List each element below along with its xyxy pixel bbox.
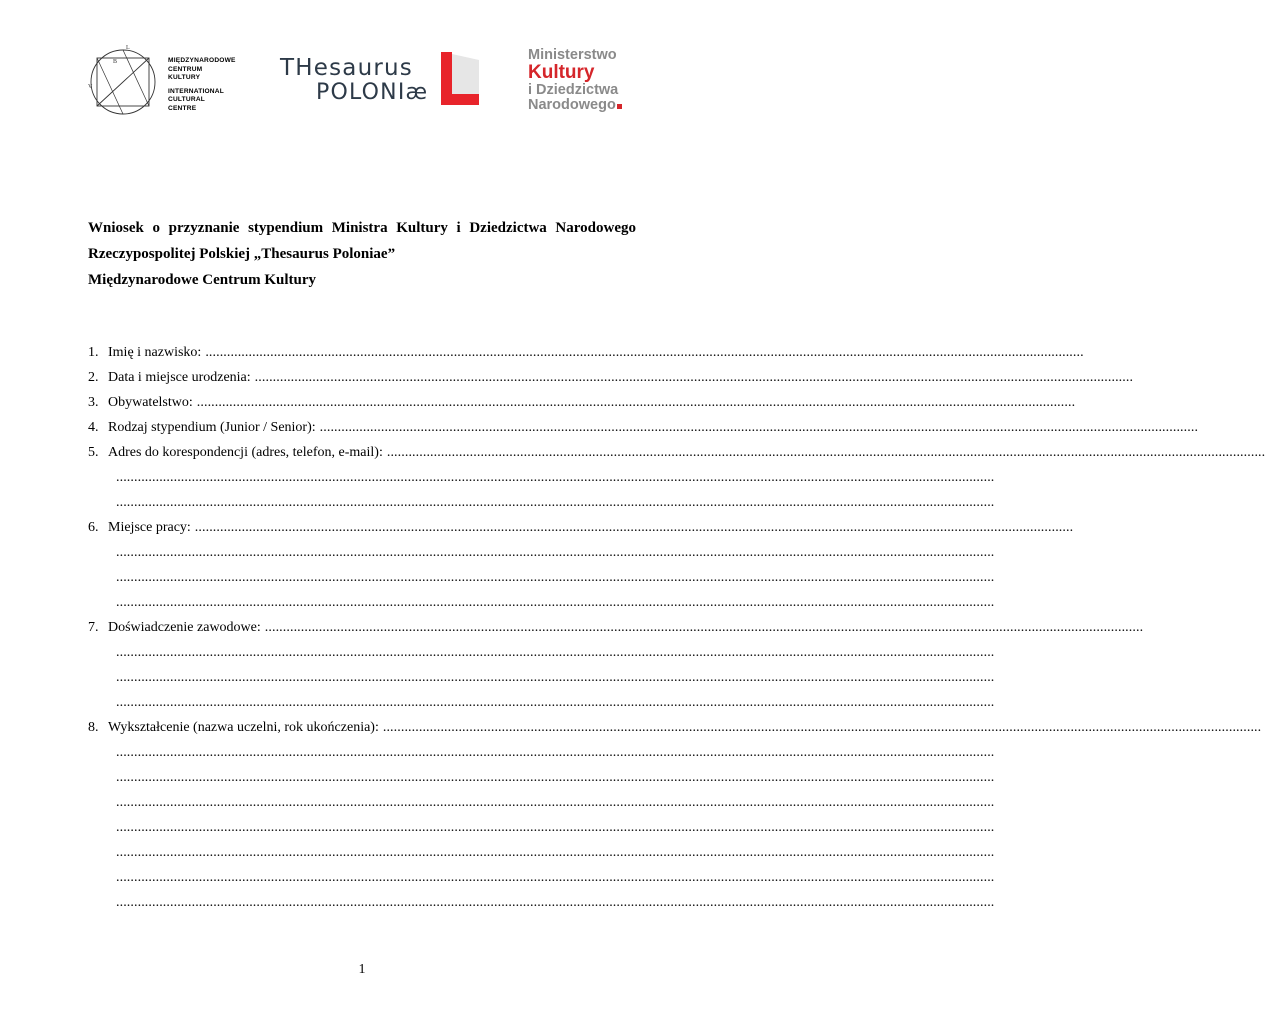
answer-field-dots[interactable]: .................................................................................................................................................................................................................................................... [254, 370, 1134, 385]
answer-field-dots[interactable]: .................................................................................................................................................................................................................................................... [205, 345, 1084, 360]
page-number: 1 [358, 962, 366, 977]
answer-field-dots[interactable]: .................................................................................................................................................................................................................................................... [264, 620, 1144, 635]
item-label: Rodzaj stypendium (Junior / Senior): [108, 420, 316, 435]
document-title [88, 215, 636, 293]
logo-line-kultury: Kultury [528, 62, 595, 83]
answer-field-dots[interactable]: .................................................................................................................................................................................................................................................... [116, 845, 995, 860]
answer-field-dots[interactable]: .................................................................................................................................................................................................................................................... [116, 495, 995, 510]
answer-continuation-line[interactable] [88, 565, 995, 590]
logo-line-narodowego-text: Narodowego [528, 97, 616, 113]
item-label: Wykształcenie (nazwa uczelni, rok ukończenia): [108, 720, 379, 735]
item-number: 4. [88, 420, 99, 435]
icc-logo-text [168, 57, 236, 114]
answer-continuation-line[interactable] [88, 540, 995, 565]
answer-field-dots[interactable]: .................................................................................................................................................................................................................................................... [116, 795, 995, 810]
emblem-letter: L [126, 45, 130, 51]
answer-field-dots[interactable]: .................................................................................................................................................................................................................................................... [116, 745, 995, 760]
answer-field-dots[interactable]: .................................................................................................................................................................................................................................................... [116, 570, 995, 585]
logo-line-dziedzictwa: i Dziedzictwa [528, 82, 619, 98]
answer-continuation-line[interactable] [88, 765, 995, 790]
item-number: 6. [88, 520, 99, 535]
answer-field-dots[interactable]: .................................................................................................................................................................................................................................................... [116, 820, 995, 835]
answer-continuation-line[interactable] [88, 865, 995, 890]
logo-text-thesaurus: THesaurus [280, 55, 413, 81]
logo-line-narodowego [528, 98, 622, 113]
item-label: Doświadczenie zawodowe: [108, 620, 261, 635]
item-number: 2. [88, 370, 99, 385]
answer-field-dots[interactable]: .................................................................................................................................................................................................................................................... [116, 870, 995, 885]
icc-line: CULTURAL [168, 96, 206, 104]
answer-continuation-line[interactable] [88, 740, 995, 765]
answer-field-dots[interactable]: .................................................................................................................................................................................................................................................... [116, 895, 995, 910]
form-item [88, 365, 1134, 390]
thesaurus-poloniae-logo [280, 52, 480, 108]
emblem-letter: B [113, 59, 118, 65]
form-item [88, 415, 1199, 440]
application-form [88, 340, 1265, 915]
answer-field-dots[interactable]: .................................................................................................................................................................................................................................................... [194, 520, 1074, 535]
answer-continuation-line[interactable] [88, 490, 995, 515]
red-l-book-icon [441, 52, 479, 105]
item-label: Adres do korespondencji (adres, telefon, e-mail): [108, 445, 383, 460]
answer-field-dots[interactable]: .................................................................................................................................................................................................................................................... [382, 720, 1262, 735]
logo-text-poloniae: POLONIæ [316, 80, 429, 105]
emblem-letter: V [88, 84, 93, 90]
item-label: Imię i nazwisko: [108, 345, 202, 360]
form-item [88, 515, 1074, 540]
item-number: 1. [88, 345, 99, 360]
form-item [88, 615, 1144, 640]
title-line-3: Międzynarodowe Centrum Kultury [88, 272, 317, 288]
ministry-culture-logo [528, 48, 638, 112]
answer-continuation-line[interactable] [88, 840, 995, 865]
answer-field-dots[interactable]: .................................................................................................................................................................................................................................................... [116, 770, 995, 785]
answer-field-dots[interactable]: .................................................................................................................................................................................................................................................... [116, 695, 995, 710]
answer-field-dots[interactable]: .................................................................................................................................................................................................................................................... [116, 645, 995, 660]
item-label: Miejsce pracy: [108, 520, 191, 535]
answer-continuation-line[interactable] [88, 465, 995, 490]
answer-field-dots[interactable]: .................................................................................................................................................................................................................................................... [386, 445, 1265, 460]
answer-continuation-line[interactable] [88, 790, 995, 815]
item-number: 3. [88, 395, 99, 410]
form-item [88, 715, 1262, 740]
icc-line: CENTRUM [168, 65, 203, 73]
item-label: Data i miejsce urodzenia: [108, 370, 251, 385]
item-label: Obywatelstwo: [108, 395, 193, 410]
item-number: 7. [88, 620, 99, 635]
form-item [88, 390, 1076, 415]
logo-line-ministerstwo: Ministerstwo [528, 47, 617, 63]
icc-line: KULTURY [168, 74, 201, 82]
title-line-2: Rzeczypospolitej Polskiej „Thesaurus Poloniae” [88, 246, 396, 262]
title-line-1: Wniosek o przyznanie stypendium Ministra Kultury i Dziedzictwa Narodowego [88, 220, 636, 236]
answer-continuation-line[interactable] [88, 690, 995, 715]
answer-field-dots[interactable]: .................................................................................................................................................................................................................................................... [319, 420, 1199, 435]
red-square-icon [617, 104, 622, 109]
answer-continuation-line[interactable] [88, 590, 995, 615]
answer-field-dots[interactable]: .................................................................................................................................................................................................................................................... [196, 395, 1076, 410]
form-item [88, 340, 1084, 365]
answer-continuation-line[interactable] [88, 640, 995, 665]
answer-field-dots[interactable]: .................................................................................................................................................................................................................................................... [116, 545, 995, 560]
answer-field-dots[interactable]: .................................................................................................................................................................................................................................................... [116, 470, 995, 485]
icc-line: MIĘDZYNARODOWE [168, 57, 236, 64]
item-number: 5. [88, 445, 99, 460]
answer-field-dots[interactable]: .................................................................................................................................................................................................................................................... [116, 670, 995, 685]
answer-field-dots[interactable]: .................................................................................................................................................................................................................................................... [116, 595, 995, 610]
answer-continuation-line[interactable] [88, 890, 995, 915]
form-item [88, 440, 1265, 465]
icc-line: CENTRE [168, 104, 197, 112]
icc-line: INTERNATIONAL [168, 87, 224, 95]
answer-continuation-line[interactable] [88, 665, 995, 690]
item-number: 8. [88, 720, 99, 735]
icc-emblem-icon [86, 44, 160, 120]
icc-logo [86, 44, 246, 122]
answer-continuation-line[interactable] [88, 815, 995, 840]
